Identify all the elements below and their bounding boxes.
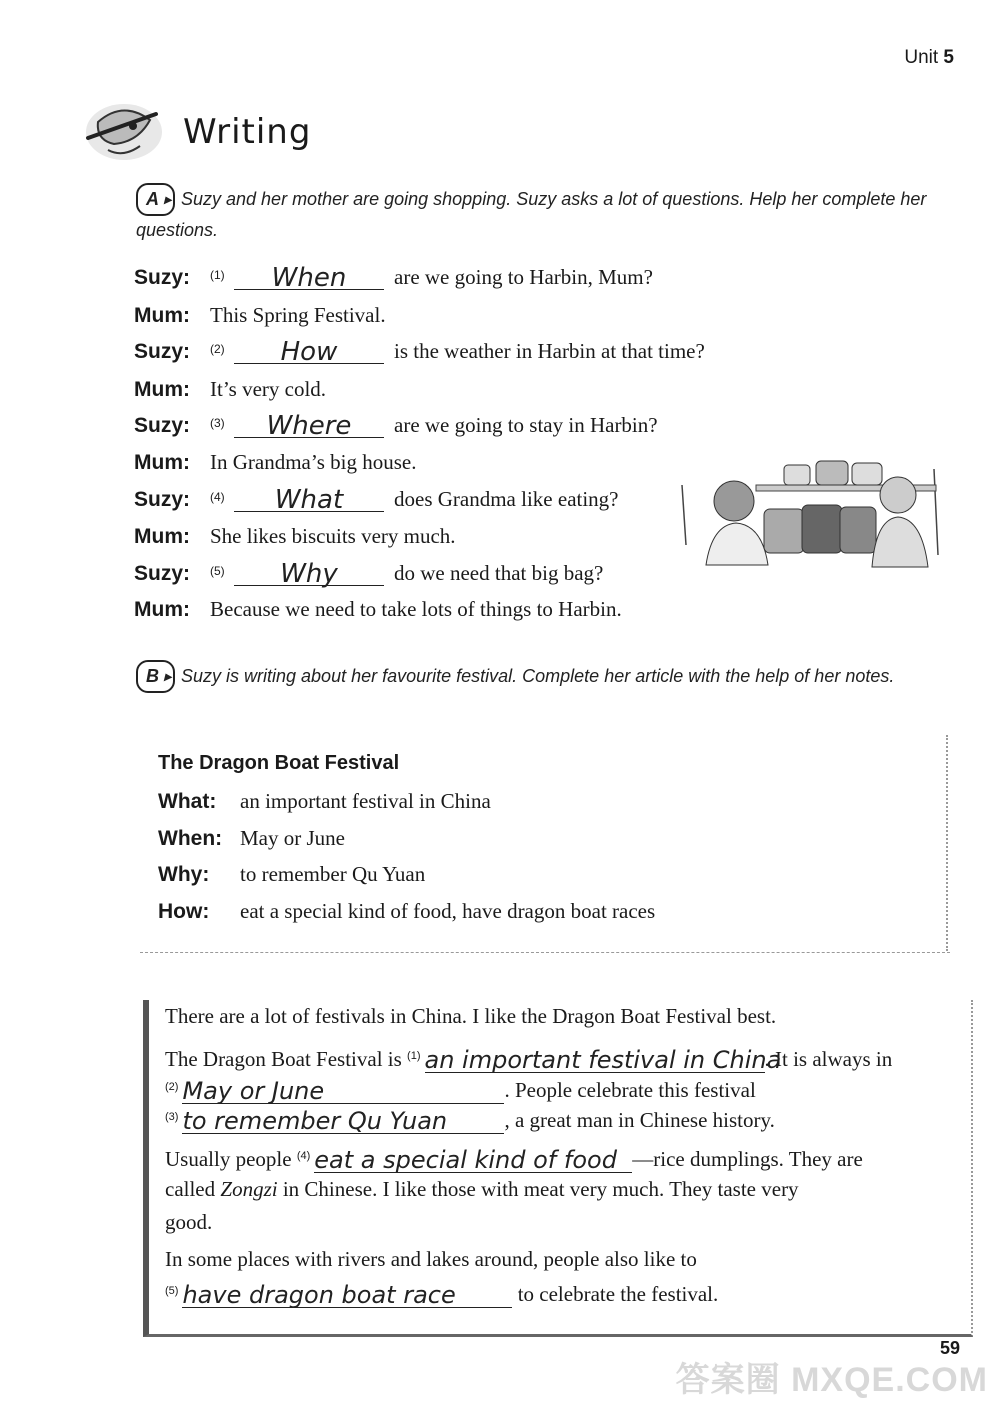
notes-divider [140, 952, 950, 953]
watermark: 答案圈 MXQE.COM [675, 1361, 988, 1399]
part-a-badge: A ▸ [136, 183, 175, 216]
answer-blank-4[interactable]: What [234, 481, 384, 512]
answer-blank-1[interactable]: When [234, 259, 384, 290]
article-line: $^{(2)}$ May or June . People celebrate this festival [165, 1077, 756, 1105]
note-row: When: May or June [158, 826, 345, 850]
part-b-instruction: B ▸ Suzy is writing about her favourite festival. Complete her article with the help of her notes. [136, 660, 936, 693]
article-line: good. [165, 1210, 213, 1234]
dialogue-line: Suzy: (1) When are we going to Harbin, Mum? [134, 258, 653, 290]
article-blank-5[interactable]: have dragon boat race [182, 1279, 512, 1308]
unit-label: Unit 5 [904, 47, 954, 68]
article-blank-4[interactable]: eat a special kind of food [314, 1144, 632, 1173]
note-row: How: eat a special kind of food, have dragon boat races [158, 899, 656, 923]
dialogue-line: Suzy: (3) Where are we going to stay in Harbin? [134, 406, 658, 438]
note-row: Why: to remember Qu Yuan [158, 862, 426, 886]
dialogue-line: Mum: She likes biscuits very much. [134, 524, 456, 548]
page-number: 59 [939, 1338, 960, 1358]
article-blank-1[interactable]: an important festival in China [424, 1046, 782, 1074]
dialogue-line: Mum: In Grandma’s big house. [134, 450, 417, 474]
dialogue-line: Suzy: (4) What does Grandma like eating? [134, 480, 619, 512]
shopping-illustration [676, 455, 948, 575]
writing-section-icon [78, 92, 168, 170]
article-line: called Zongzi in Chinese. I like those with meat very much. They taste very [165, 1177, 799, 1201]
answer-blank-2[interactable]: How [234, 333, 384, 364]
article-line: There are a lot of festivals in China. I like the Dragon Boat Festival best. [165, 1004, 777, 1028]
article-line: The Dragon Boat Festival is $^{(1)}$ an important festival in China. It is always in [165, 1046, 893, 1074]
dialogue-line: Mum: This Spring Festival. [134, 303, 386, 327]
dialogue-line: Mum: It’s very cold. [134, 377, 327, 401]
notes-title: The Dragon Boat Festival [158, 752, 400, 774]
section-title: Writing [183, 112, 312, 152]
article-blank-3[interactable]: to remember Qu Yuan [182, 1105, 504, 1134]
dialogue-line: Mum: Because we need to take lots of things to Harbin. [134, 597, 622, 621]
article-blank-2[interactable]: May or June [182, 1075, 504, 1104]
notes-frame-edge [946, 735, 948, 951]
article-line: $^{(3)}$ to remember Qu Yuan , a great man in Chinese history. [165, 1107, 775, 1135]
article-line: $^{(5)}$ have dragon boat race to celebrate the festival. [165, 1281, 719, 1309]
note-row: What: an important festival in China [158, 789, 491, 813]
answer-blank-3[interactable]: Where [234, 407, 384, 438]
dialogue-line: Suzy: (2) How is the weather in Harbin at that time? [134, 332, 705, 364]
article-line: In some places with rivers and lakes around, people also like to [165, 1247, 697, 1271]
answer-blank-5[interactable]: Why [234, 555, 384, 586]
article-line: Usually people $^{(4)}$ eat a special kind of food —rice dumplings. They are [165, 1146, 863, 1174]
part-a-instruction: A ▸ Suzy and her mother are going shopping. Suzy asks a lot of questions. Help her complete her questions. [136, 183, 936, 245]
dialogue-line: Suzy: (5) Why do we need that big bag? [134, 554, 603, 586]
part-b-badge: B ▸ [136, 660, 175, 693]
